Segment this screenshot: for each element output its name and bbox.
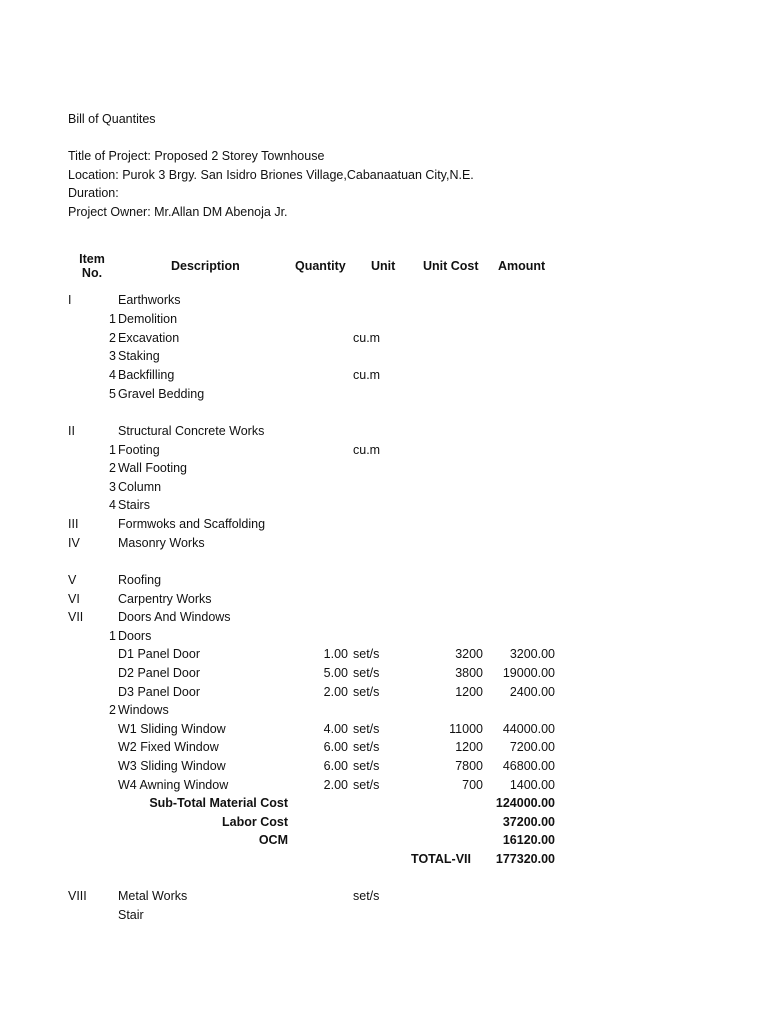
row-sub-no: 4 [109, 498, 116, 512]
row-item-no: VIII [68, 889, 87, 903]
row-amount: 7200.00 [509, 740, 555, 754]
project-location: Location: Purok 3 Brgy. San Isidro Briones Village,Cabanaatuan City,N.E. [68, 168, 474, 182]
row-unit: set/s [353, 778, 380, 792]
header-item-line2: No. [81, 266, 103, 280]
row-description: Column [118, 480, 162, 494]
row-sub-no: 1 [109, 312, 116, 326]
header-description: Description [171, 259, 240, 273]
row-sub-no: 3 [109, 480, 116, 494]
row-amount: 1400.00 [509, 778, 555, 792]
row-description: Roofing [118, 573, 162, 587]
row-amount: 46800.00 [502, 759, 555, 773]
row-amount: 44000.00 [502, 722, 555, 736]
row-description: Earthworks [118, 293, 181, 307]
row-item-no: I [68, 293, 72, 307]
row-sub-no: 3 [109, 349, 116, 363]
row-quantity: 6.00 [323, 759, 348, 773]
row-unit: set/s [353, 666, 380, 680]
header-quantity: Quantity [295, 259, 346, 273]
header-unit: Unit [371, 259, 396, 273]
row-unit: cu.m [353, 443, 381, 457]
row-unit: set/s [353, 759, 380, 773]
subtotal-label: Sub-Total Material Cost [149, 796, 288, 810]
row-description: Wall Footing [118, 461, 188, 475]
row-description: Demolition [118, 312, 178, 326]
row-item-no: II [68, 424, 75, 438]
row-description: W2 Fixed Window [118, 740, 219, 754]
row-item-no: V [68, 573, 77, 587]
row-sub-no: 2 [109, 461, 116, 475]
total-value: 177320.00 [495, 852, 555, 866]
row-description: D3 Panel Door [118, 685, 200, 699]
row-description: Masonry Works [118, 536, 205, 550]
row-sub-no: 5 [109, 387, 116, 401]
row-unit-cost: 3200 [455, 647, 483, 661]
row-description: Backfilling [118, 368, 175, 382]
row-sub-no: 2 [109, 331, 116, 345]
row-quantity: 4.00 [323, 722, 348, 736]
row-quantity: 2.00 [323, 778, 348, 792]
row-unit-cost: 7800 [455, 759, 483, 773]
row-description: Formwoks and Scaffolding [118, 517, 266, 531]
row-description: Doors [118, 629, 152, 643]
row-unit-cost: 3800 [455, 666, 483, 680]
project-duration: Duration: [68, 186, 119, 200]
row-unit-cost: 1200 [455, 740, 483, 754]
total-label: TOTAL-VII [411, 852, 471, 866]
row-item-no: IV [68, 536, 80, 550]
row-quantity: 5.00 [323, 666, 348, 680]
row-description: D2 Panel Door [118, 666, 200, 680]
project-title: Title of Project: Proposed 2 Storey Townhouse [68, 149, 325, 163]
row-description: Staking [118, 349, 160, 363]
row-description: Stair [118, 908, 144, 922]
ocm-value: 16120.00 [502, 833, 555, 847]
row-description: W4 Awning Window [118, 778, 229, 792]
row-unit: set/s [353, 889, 380, 903]
row-description: Footing [118, 443, 160, 457]
row-description: Excavation [118, 331, 180, 345]
row-unit: cu.m [353, 368, 381, 382]
row-unit-cost: 700 [462, 778, 483, 792]
row-description: Structural Concrete Works [118, 424, 265, 438]
row-amount: 2400.00 [509, 685, 555, 699]
project-owner: Project Owner: Mr.Allan DM Abenoja Jr. [68, 205, 288, 219]
row-quantity: 2.00 [323, 685, 348, 699]
row-item-no: III [68, 517, 79, 531]
doc-title: Bill of Quantites [68, 112, 156, 126]
header-amount: Amount [498, 259, 546, 273]
row-unit-cost: 11000 [449, 722, 483, 736]
row-amount: 3200.00 [509, 647, 555, 661]
row-quantity: 1.00 [323, 647, 348, 661]
row-description: Doors And Windows [118, 610, 231, 624]
row-item-no: VII [68, 610, 84, 624]
row-item-no: VI [68, 592, 80, 606]
row-description: Stairs [118, 498, 150, 512]
row-unit: set/s [353, 722, 380, 736]
row-unit: set/s [353, 740, 380, 754]
row-description: Windows [118, 703, 169, 717]
row-unit: cu.m [353, 331, 381, 345]
header-unit-cost: Unit Cost [423, 259, 479, 273]
header-item-line1: Item [79, 252, 105, 266]
row-description: W3 Sliding Window [118, 759, 226, 773]
subtotal-value: 124000.00 [495, 796, 555, 810]
labor-cost-value: 37200.00 [502, 815, 555, 829]
row-unit-cost: 1200 [455, 685, 483, 699]
row-description: W1 Sliding Window [118, 722, 226, 736]
row-description: Metal Works [118, 889, 188, 903]
row-quantity: 6.00 [323, 740, 348, 754]
row-sub-no: 4 [109, 368, 116, 382]
labor-cost-label: Labor Cost [222, 815, 288, 829]
row-description: Carpentry Works [118, 592, 212, 606]
row-unit: set/s [353, 685, 380, 699]
row-amount: 19000.00 [502, 666, 555, 680]
row-description: Gravel Bedding [118, 387, 205, 401]
row-sub-no: 2 [109, 703, 116, 717]
row-description: D1 Panel Door [118, 647, 200, 661]
row-sub-no: 1 [109, 629, 116, 643]
row-unit: set/s [353, 647, 380, 661]
ocm-label: OCM [258, 833, 288, 847]
row-sub-no: 1 [109, 443, 116, 457]
